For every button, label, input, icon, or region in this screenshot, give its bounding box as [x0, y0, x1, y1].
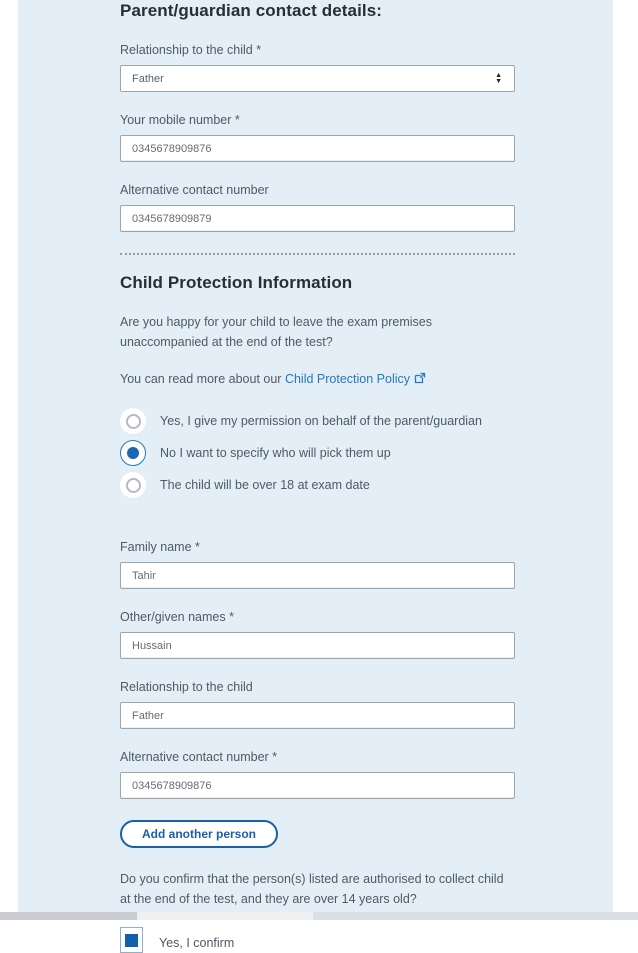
policy-line-prefix: You can read more about our: [120, 372, 285, 386]
relationship-field: [120, 43, 515, 92]
alt-contact-field: [120, 183, 515, 232]
relationship-label: Relationship to the child *: [120, 43, 262, 57]
add-another-person-button[interactable]: Add another person: [120, 820, 278, 848]
child-protection-heading: Child Protection Information: [120, 273, 353, 292]
policy-line: [120, 369, 515, 390]
given-names-input[interactable]: [120, 632, 515, 659]
pickup-relationship-input[interactable]: [120, 702, 515, 729]
scrollbar-track-light: [137, 912, 313, 920]
alt-contact-input[interactable]: [120, 205, 515, 232]
checkbox-checked-icon: [125, 934, 138, 947]
select-updown-icon: ▲ ▼: [495, 71, 502, 85]
pickup-alt-contact-label: Alternative contact number *: [120, 750, 278, 764]
alt-contact-label: Alternative contact number: [120, 183, 269, 197]
child-protection-policy-link[interactable]: Child Protection Policy: [284, 372, 410, 386]
mobile-number-label: Your mobile number *: [120, 113, 240, 127]
scrollbar-track: [313, 912, 638, 920]
pickup-alt-contact-input[interactable]: [120, 772, 515, 799]
radio-row-over-18[interactable]: [120, 472, 515, 498]
radio-specify-pickup[interactable]: [120, 440, 146, 466]
given-names-label: Other/given names *: [120, 610, 234, 624]
family-name-label: Family name *: [120, 540, 200, 554]
given-names-field: [120, 610, 515, 659]
family-name-field: [120, 540, 515, 589]
confirm-question: Do you confirm that the person(s) listed are authorised to collect child at the end of the test, and they are over 14 years old?: [120, 872, 504, 906]
radio-row-permission-yes[interactable]: [120, 408, 515, 434]
radio-over-18[interactable]: [120, 472, 146, 498]
relationship-select[interactable]: [120, 65, 515, 92]
scrollbar-thumb[interactable]: [0, 912, 137, 920]
confirm-checkbox-label: Yes, I confirm: [159, 936, 235, 950]
external-link-icon: [414, 370, 426, 390]
radio-permission-yes[interactable]: [120, 408, 146, 434]
radio-row-specify-pickup[interactable]: [120, 440, 515, 466]
confirm-checkbox-row[interactable]: [120, 927, 515, 953]
confirm-checkbox[interactable]: [120, 927, 143, 953]
radio-permission-yes-label: Yes, I give my permission on behalf of the parent/guardian: [160, 414, 482, 428]
family-name-input[interactable]: [120, 562, 515, 589]
pickup-permission-radio-group: [120, 408, 515, 498]
parent-contact-heading: Parent/guardian contact details:: [120, 1, 383, 20]
pickup-alt-contact-field: [120, 750, 515, 799]
radio-over-18-label: The child will be over 18 at exam date: [160, 478, 370, 492]
radio-specify-pickup-label: No I want to specify who will pick them up: [160, 446, 391, 460]
section-divider: [120, 253, 515, 255]
unaccompanied-question: Are you happy for your child to leave the exam premises unaccompanied at the end of the test?: [120, 315, 432, 349]
relationship-select-value: Father: [132, 72, 164, 85]
form-panel: [18, 0, 613, 950]
pickup-relationship-field: [120, 680, 515, 729]
pickup-relationship-label: Relationship to the child: [120, 680, 253, 694]
horizontal-scrollbar[interactable]: [0, 912, 638, 920]
mobile-number-input[interactable]: [120, 135, 515, 162]
mobile-number-field: [120, 113, 515, 162]
